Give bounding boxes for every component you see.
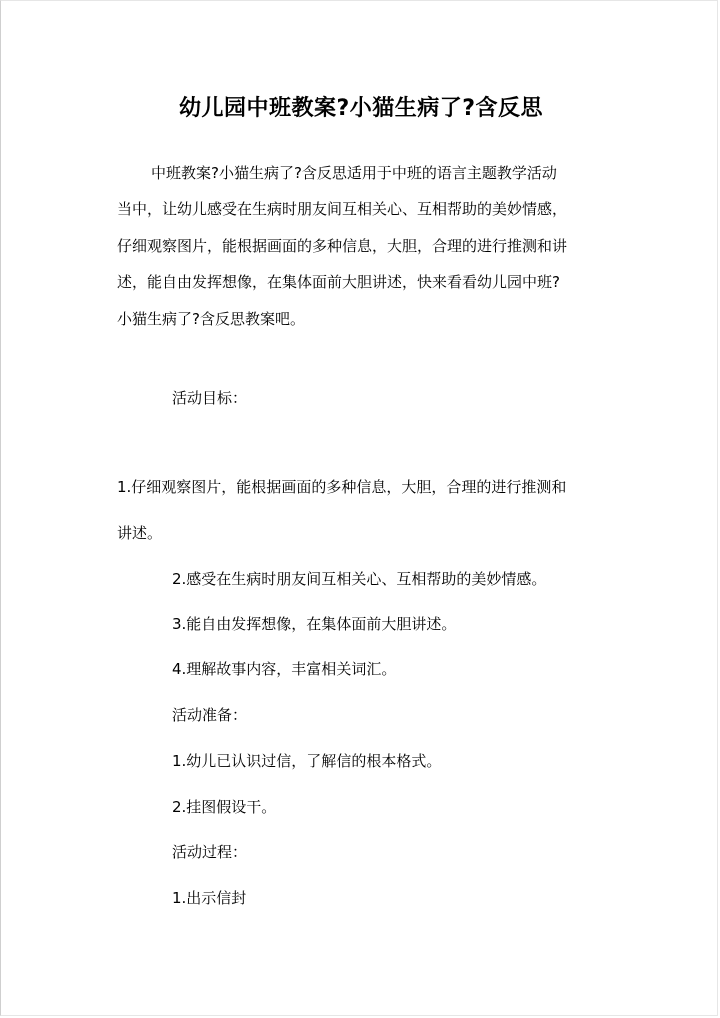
prep-item-2: 2.挂图假设干。 — [172, 798, 277, 816]
intro-paragraph — [117, 155, 617, 337]
goal-item-1-continued: 讲述。 — [117, 524, 163, 542]
goal-item-2: 2.感受在生病时朋友间互相关心、互相帮助的美妙情感。 — [172, 570, 547, 588]
goals-heading: 活动目标： — [172, 389, 248, 407]
prep-heading: 活动准备： — [172, 706, 248, 724]
prep-item-1: 1.幼儿已认识过信，了解信的根本格式。 — [172, 752, 442, 770]
goal-item-4: 4.理解故事内容，丰富相关词汇。 — [172, 660, 397, 678]
intro-line: 小猫生病了?含反思教案吧。 — [117, 309, 305, 328]
goal-item-3: 3.能自由发挥想像，在集体面前大胆讲述。 — [172, 615, 457, 633]
process-heading: 活动过程： — [172, 843, 248, 861]
intro-line: 仔细观察图片，能根据画面的多种信息，大胆，合理的进行推测和讲 — [117, 236, 568, 255]
intro-line: 中班教案?小猫生病了?含反思适用于中班的语言主题教学活动 — [151, 164, 557, 182]
process-item-1: 1.出示信封 — [172, 889, 247, 907]
goal-item-1: 1.仔细观察图片，能根据画面的多种信息，大胆，合理的进行推测和 — [117, 478, 567, 496]
intro-line: 述，能自由发挥想像，在集体面前大胆讲述，快来看看幼儿园中班? — [117, 273, 560, 292]
document-title: 幼儿园中班教案?小猫生病了?含反思 — [178, 96, 544, 121]
intro-line: 当中，让幼儿感受在生病时朋友间互相关心、互相帮助的美妙情感， — [117, 200, 568, 219]
